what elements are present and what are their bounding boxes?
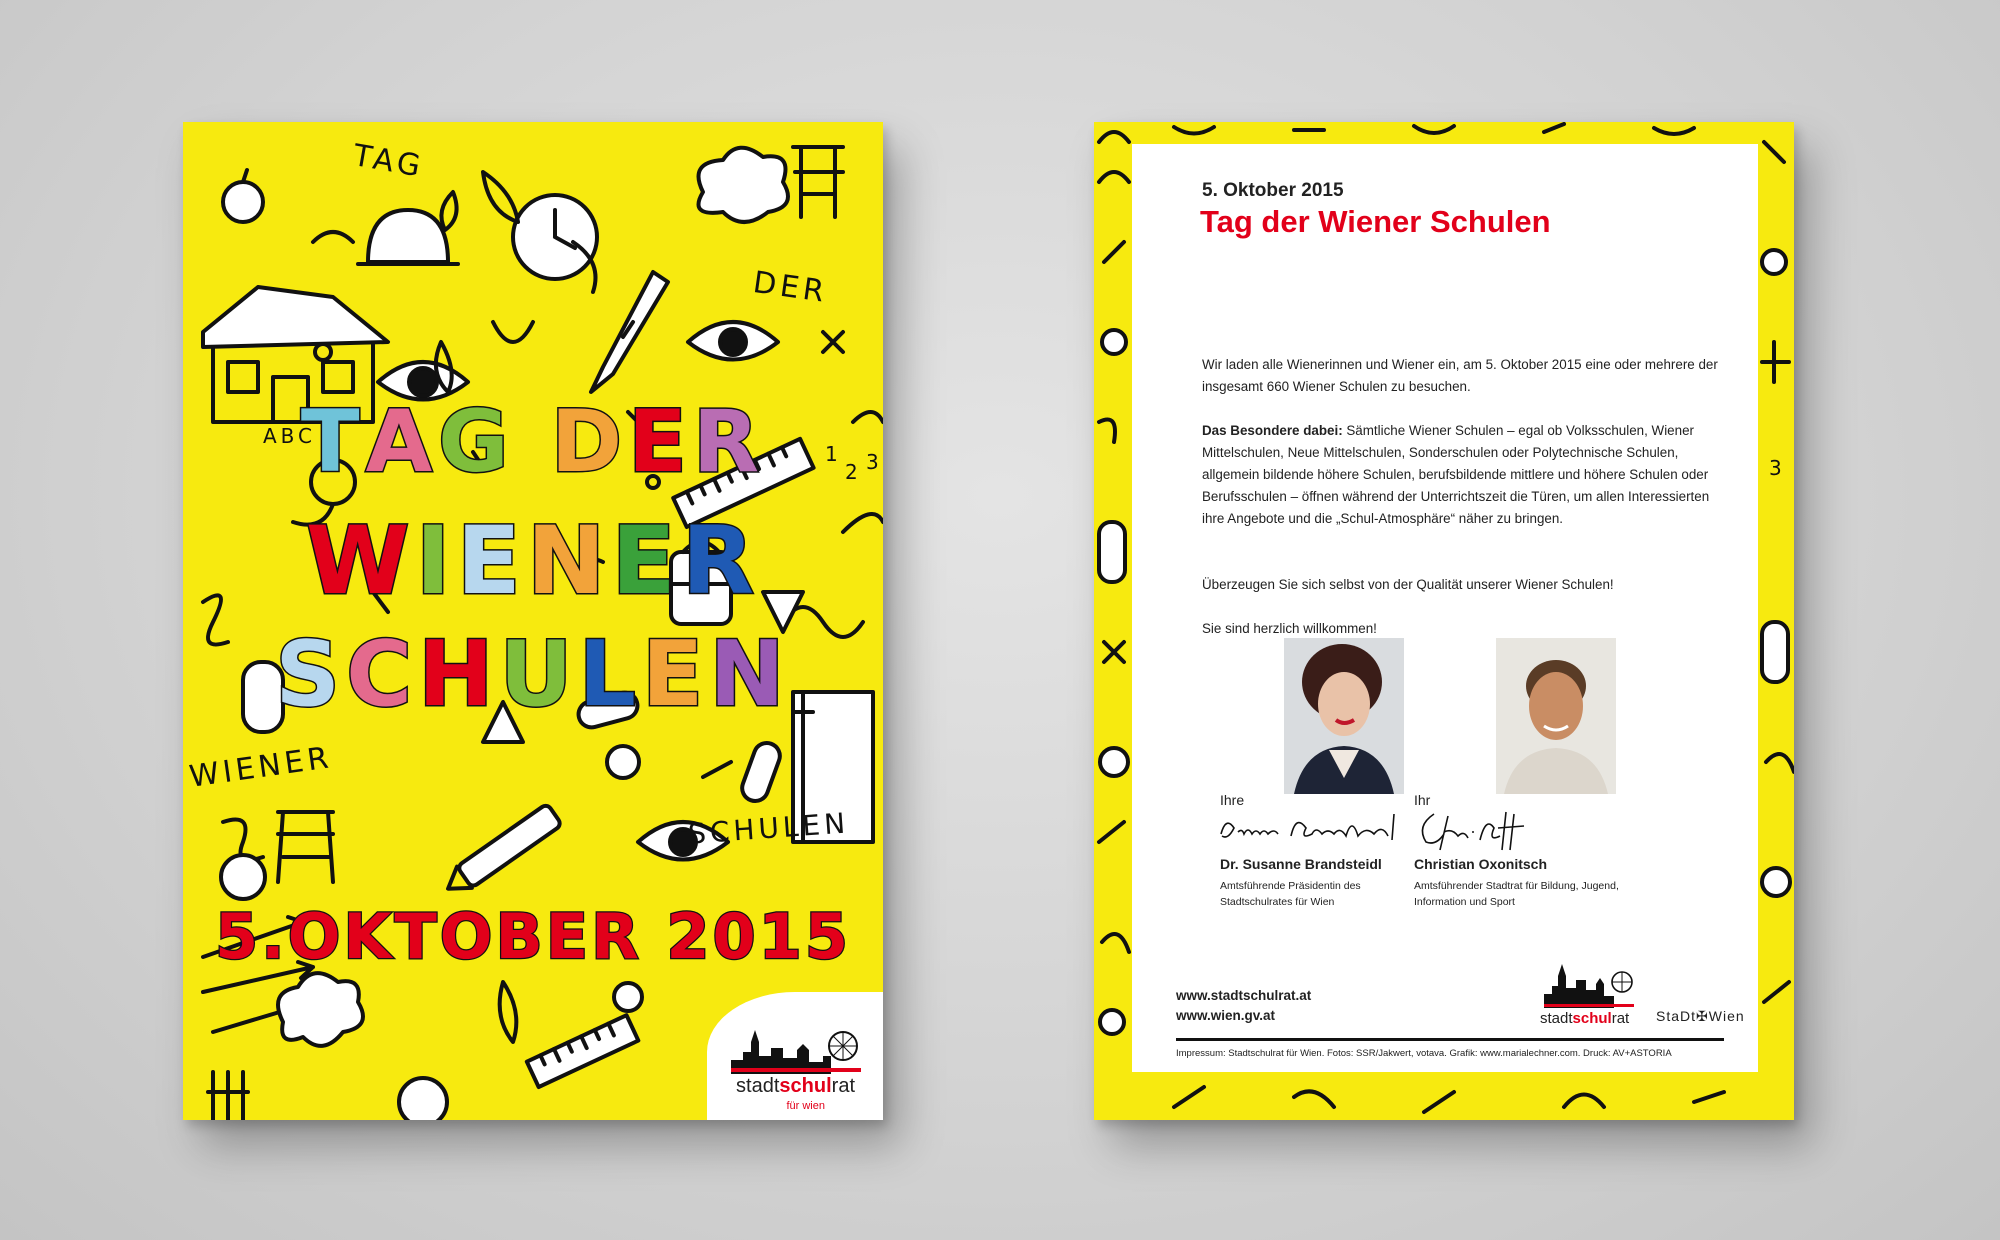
title-letter: U [499,622,579,727]
convince-paragraph: Überzeugen Sie sich selbst von der Qualität unserer Wiener Schulen! [1202,577,1614,592]
title-letter: D [550,392,629,492]
title-letter: H [418,622,500,727]
eye-doodle [688,322,778,360]
doodle-number: 3 [1769,456,1786,480]
footer-rule [1176,1038,1724,1041]
doodle-word-tag: TAG [350,138,427,185]
doodle-word-schulen: SCHULEN [687,806,851,851]
title-letter: C [346,622,419,727]
website-links [1176,986,1311,1026]
portrait-photo [1496,638,1616,794]
logo-subtitle: für wien [786,1100,825,1112]
title-letter: E [456,507,527,616]
person-name: Dr. Susanne Brandsteidl [1220,856,1382,872]
person-name: Christian Oxonitsch [1414,856,1548,872]
url-stadtschulrat[interactable]: www.stadtschulrat.at [1176,988,1312,1003]
logo-wordmark: stadtschulrat [736,1075,855,1097]
title-letter: A [365,392,439,492]
title-letter: I [415,507,457,616]
front-flyer [183,122,883,1120]
title-letter: L [578,622,642,727]
doodle-number: 1 [825,442,842,466]
doodle-number: 2 [845,460,862,484]
special-label: Das Besondere dabei: [1202,423,1343,438]
back-flyer [1094,122,1794,1120]
salutation: Ihr [1414,792,1431,808]
event-date: 5. Oktober 2015 [1202,180,1344,201]
url-wien[interactable]: www.wien.gv.at [1176,1008,1276,1023]
intro-paragraph: Wir laden alle Wienerinnen und Wiener ein, am 5. Oktober 2015 eine oder mehrere der insgesamt 660 Wiener Schulen zu besuchen. [1202,357,1718,394]
title-letter [515,392,551,492]
vienna-skyline-icon [731,1022,861,1074]
welcome-paragraph: Sie sind herzlich willkommen! [1202,621,1377,636]
title-letter: E [641,622,710,727]
stadtschulrat-logo [707,992,883,1120]
title-letter: E [611,507,682,616]
title-line-wiener [183,507,883,616]
event-title: Tag der Wiener Schulen [1200,204,1551,239]
title-letter: N [526,507,612,616]
signature-brandsteidl [1216,806,1416,850]
person-role: Amtsführende Präsidentin des Stadtschulrates für Wien [1220,880,1361,908]
stadt-wien-logo: StaDt✠Wien [1656,1008,1745,1024]
imprint: Impressum: Stadtschulrat für Wien. Fotos: SSR/Jakwert, votava. Grafik: www.marialechner.com. Druck: AV+ASTORIA [1176,1048,1672,1059]
doodle-word-der: DER [750,264,830,311]
portrait-photo [1284,638,1404,794]
signature-oxonitsch [1414,806,1554,854]
logo-wordmark-small: stadtschulrat [1540,1010,1630,1027]
special-text: Sämtliche Wiener Schulen – egal ob Volksschulen, Wiener Mittelschulen, Neue Mittelschulen, Sonderschulen oder Polytechnische Schulen, allgemein bildende höhere Schulen, berufsbildende mittlere und höhere Schulen oder Berufsschulen – öffnen während der Unterrichtszeit die Türen, um allen Interessierten ihre Angebote und die „Schul-Atmosphäre“ näher zu bringen. [1202,423,1710,526]
title-letter: W [305,507,416,616]
title-letter: T [300,392,366,492]
title-letter: E [628,392,693,492]
person-role: Amtsführender Stadtrat für Bildung, Jugend, Information und Sport [1414,880,1619,908]
special-paragraph [1202,420,1722,530]
title-letter: N [709,622,791,727]
title-letter: G [438,392,515,492]
doodle-word-wiener: WIENER [187,740,335,795]
title-line-schulen [183,622,883,727]
title-letter: R [681,507,761,616]
title-letter: S [275,622,347,727]
doodle-word-abc: ABC [263,424,317,448]
front-date: 5.OKTOBER 2015 [215,900,851,973]
title-line-tag-der [183,392,883,492]
salutation: Ihre [1220,792,1245,808]
doodle-number: 3 [866,450,883,474]
title-letter: R [692,392,766,492]
text-sheet [1132,144,1758,1072]
